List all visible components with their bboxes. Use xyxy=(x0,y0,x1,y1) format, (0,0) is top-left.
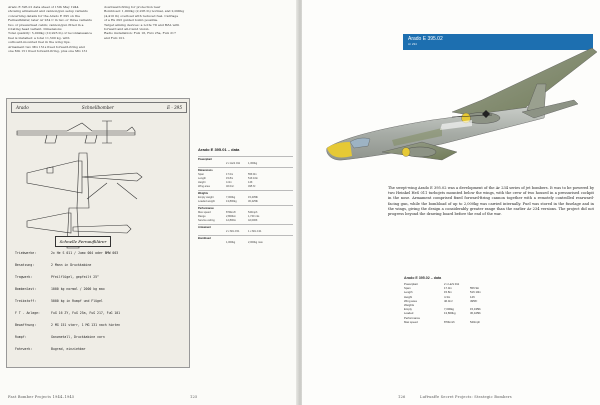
spec-value: Ganzmetall, Druckkabine vorn xyxy=(51,335,105,339)
data-table-cell: 15,435lb xyxy=(248,195,258,199)
data-table-cell: 2 x MG 151 xyxy=(226,229,240,233)
spec-key: Treibstoff: xyxy=(15,299,37,303)
right-table-cell: Weights xyxy=(404,302,415,307)
data-table-cell: 30,425lb xyxy=(248,199,258,203)
right-table-cell: Height xyxy=(404,294,413,299)
data-table-row xyxy=(198,218,293,222)
data-table-cell: Empty weight xyxy=(198,195,214,199)
right-table-cell: Span xyxy=(404,286,411,291)
intro-line: Total quantity: 5,000kg (10,925 lb) of reconnaissance xyxy=(8,31,92,36)
spec-key: Besatzung: xyxy=(15,263,35,267)
data-table-title: Arado E 395.01 – data xyxy=(198,147,240,152)
spec-row xyxy=(15,287,187,291)
data-table-row xyxy=(198,176,293,180)
right-table-cell: 51ft 10in xyxy=(470,290,481,295)
aircraft-title: Arado E 395.02 xyxy=(408,36,443,42)
data-table-section: Performance xyxy=(198,205,293,210)
data-table-row xyxy=(198,180,293,184)
data-table-cell: 42,000ft xyxy=(248,218,258,222)
data-table-cell: 1,300kg xyxy=(248,161,258,165)
data-table-section: Dimensions xyxy=(198,167,293,172)
three-view-drawing xyxy=(7,113,189,253)
right-table-cell: 870km/h xyxy=(444,319,455,324)
right-table-cell: 14ft xyxy=(470,294,475,299)
spec-key: Triebwerke: xyxy=(15,251,37,255)
intro-line: Arado E 395.01 data sheet of 15th May 1944 xyxy=(8,5,79,9)
data-table-cell: 15.8m xyxy=(226,176,234,180)
data-table-cell: 2,000kg max xyxy=(248,240,263,244)
right-page-number: 126 xyxy=(398,395,406,399)
data-table-section: Weights xyxy=(198,190,293,195)
right-table-cell: Length xyxy=(404,290,413,295)
right-table-cell: 4.3m xyxy=(444,294,451,299)
left-footer: Fast Bomber Projects 1944–1945 xyxy=(8,395,75,399)
right-footer: Luftwaffe Secret Projects: Strategic Bombers xyxy=(420,395,512,399)
data-table xyxy=(198,154,293,244)
spec-value: 2 Mann in Druckkabine xyxy=(51,263,92,267)
sheet-header-mid: Schnellbomber xyxy=(81,105,114,110)
data-table-cell: 2,800km xyxy=(226,214,236,218)
data-table-cell: 14ft xyxy=(248,180,253,184)
intro2-line: downward-firing for protection rear xyxy=(104,5,161,9)
data-table-cell: 12,800m xyxy=(226,218,237,222)
data-table-row xyxy=(198,210,293,214)
data-table-section: Powerplant xyxy=(198,156,293,161)
spec-key: F T - Anlage: xyxy=(15,311,40,315)
intro-line: Fernaufklärer, later Ar 234 C in two or three variants xyxy=(8,18,92,23)
right-table-row xyxy=(404,320,504,324)
data-table-cell: 1,000kg xyxy=(226,240,236,244)
spec-value: 2x He S 011 / Jumo 004 oder BMW 003 xyxy=(51,251,119,255)
intro2-line: forward and all-round vision. xyxy=(104,27,150,32)
intro2-line: Target aiming devices: a Lotfe 7D and BZA with xyxy=(104,22,180,27)
intro-line: fuel is installed: a total 11,500 kg, with xyxy=(8,35,70,40)
right-table-cell: 540mph xyxy=(470,319,481,324)
right-body-text: The swept-wing Arado E 395.02 was a development of the Ar 234 series of jet bombers. It was to be powered by two Heinkel HeS 011 turbojets mounted below the wings, with the crew of two housed in a pressurised cockpit in the nose. Armament comprised fixed forward-firing cannon together with a remotely controlled rearward-facing gun, while the bombload of up to 2,000kg was carried internally. Fuel was stored in the fuselage and in the wings, giving the design a considerably greater range than the earlier Ar 234 versions. The project did not progress beyond the drawing board before the end of the war. xyxy=(388,186,594,217)
spec-value: 5000 kg in Rumpf und Flügel xyxy=(51,299,103,303)
data-table-row xyxy=(198,199,293,203)
data-table-cell: 1,740 mls xyxy=(248,214,260,218)
right-table-cell: 30,425lb xyxy=(470,311,481,316)
spec-row xyxy=(15,275,187,279)
data-table-cell: 51ft 10in xyxy=(248,176,258,180)
intro-line: concerning details for the Arado E 395 on the xyxy=(8,13,80,18)
right-table-cell: Wing area xyxy=(404,298,417,303)
intro-line: showing armament and cannon/gun setup variants xyxy=(8,9,88,14)
aircraft-subtitle: Ar 234 xyxy=(408,42,417,46)
intro-line: Armament two MG 151s fixed forward-firing and xyxy=(8,44,85,49)
right-table-cell: 46.0m² xyxy=(444,298,453,303)
spec-row xyxy=(15,299,187,303)
data-table-row xyxy=(198,229,293,233)
intro-text-col1 xyxy=(8,5,100,53)
data-table-row xyxy=(198,184,293,188)
spec-row xyxy=(15,311,187,315)
spec-value: Pfeilflügel, gepfeilt 25° xyxy=(51,275,99,279)
data-table-cell: Service ceiling xyxy=(198,218,215,222)
spec-row xyxy=(15,323,187,327)
sheet-header xyxy=(11,102,187,113)
intro-line: outboard-mounted fuel in the wing tips. xyxy=(8,40,71,45)
intro-line: rotating head variant. Dimensions xyxy=(8,27,62,32)
spec-key: Tragwerk: xyxy=(15,275,33,279)
spec-value: FuG 16 ZY, FuG 25a, FuG 217, FuG 101 xyxy=(51,311,121,315)
right-table-title: Arado E 395.02 – data xyxy=(404,276,442,280)
data-table-row xyxy=(198,214,293,218)
data-table-row xyxy=(198,195,293,199)
right-table-cell: Empty xyxy=(404,307,412,312)
right-table-cell: Max speed xyxy=(404,319,418,324)
data-table-cell: 13,800kg xyxy=(226,199,237,203)
data-table-cell: 7,000kg xyxy=(226,195,236,199)
data-table-cell: Max speed xyxy=(198,210,211,214)
data-table-cell: 46.0m² xyxy=(226,184,235,188)
right-table-cell: 2 x HeS 011 xyxy=(444,282,460,286)
intro-line: two or pressurised cabin; cannon/gun fitted in a xyxy=(8,22,84,27)
data-table-cell: Range xyxy=(198,214,206,218)
archive-data-sheet xyxy=(6,98,190,368)
right-table-cell: 17.0m xyxy=(444,286,452,291)
sheet-header-left: Arado xyxy=(16,105,29,110)
sheet-header-right: E · 395 xyxy=(166,105,182,110)
intro2-line: (4,410 lb) overload with reduced fuel. Carriage xyxy=(104,13,179,18)
spec-row xyxy=(15,347,187,351)
right-table-cell: 15,435lb xyxy=(470,307,481,312)
data-table-cell: Length xyxy=(198,176,206,180)
data-table-section: Bombload xyxy=(198,235,293,240)
spec-row xyxy=(15,263,187,267)
data-table-cell: Wing area xyxy=(198,184,210,188)
intro-text-col2 xyxy=(104,5,196,40)
left-page xyxy=(0,0,298,405)
data-table-section: Armament xyxy=(198,224,293,229)
data-table-cell: 55ft 9in xyxy=(248,172,257,176)
right-table-cell: 13,800kg xyxy=(444,311,456,316)
spec-row xyxy=(15,251,187,255)
intro-line: one MG 151 fixed forward-firing, plus one MG 131 xyxy=(8,49,88,54)
right-table-cell: Performance xyxy=(404,315,421,320)
left-page-number: 125 xyxy=(190,395,198,399)
spec-key: Rumpf: xyxy=(15,335,27,339)
data-table-cell: 2 x HeS 011 xyxy=(226,161,241,165)
sheet-caption-box: Schnelle Fernaufklärer xyxy=(55,236,111,247)
spec-key: Fahrwerk: xyxy=(15,347,33,351)
spec-value: Bugrad, einziehbar xyxy=(51,347,86,351)
spec-value: 2 MG 151 starr, 1 MG 131 nach hinten xyxy=(51,323,121,327)
data-table-cell: 540mph xyxy=(248,210,258,214)
data-table-row xyxy=(198,240,293,244)
right-table-rows xyxy=(404,282,504,324)
data-table-cell: Loaded weight xyxy=(198,199,215,203)
data-table-row xyxy=(198,172,293,176)
intro2-line: of a Hs 293 guided bomb possible. xyxy=(104,18,159,23)
right-data-table xyxy=(404,276,504,324)
data-table-row xyxy=(198,161,293,165)
intro2-line: Bombload: 1,000kg (2,205 lb) normal, and 2,000kg xyxy=(104,9,185,14)
aircraft-illustration xyxy=(322,40,600,190)
spec-key: Bewaffnung: xyxy=(15,323,37,327)
right-table-cell: Powerplant xyxy=(404,282,418,286)
data-table-cell: 1 x MG 131 xyxy=(248,229,262,233)
data-table-cell: 870km/h xyxy=(226,210,236,214)
data-table-cell: 4.3m xyxy=(226,180,232,184)
right-table-cell: Loaded xyxy=(404,311,414,316)
right-table-cell: 15.8m xyxy=(444,290,452,295)
spec-row xyxy=(15,335,187,339)
right-table-cell: 495ft² xyxy=(470,298,478,303)
spec-key: Bombenlast: xyxy=(15,287,37,291)
right-table-cell: 7,000kg xyxy=(444,307,454,312)
data-table-cell: 495 ft² xyxy=(248,184,256,188)
intro2-line: and FuG 101. xyxy=(104,35,126,40)
spec-value: 1000 kg normal / 2000 kg max xyxy=(51,287,105,291)
right-table-cell: 55ft 9in xyxy=(470,286,480,291)
data-table-cell: Height xyxy=(198,180,206,184)
data-table-cell: Span xyxy=(198,172,205,176)
intro2-line: Radio installation: FuG 16, FuG 25a, FuG 217 xyxy=(104,31,176,36)
data-table-cell: 17.0m xyxy=(226,172,234,176)
